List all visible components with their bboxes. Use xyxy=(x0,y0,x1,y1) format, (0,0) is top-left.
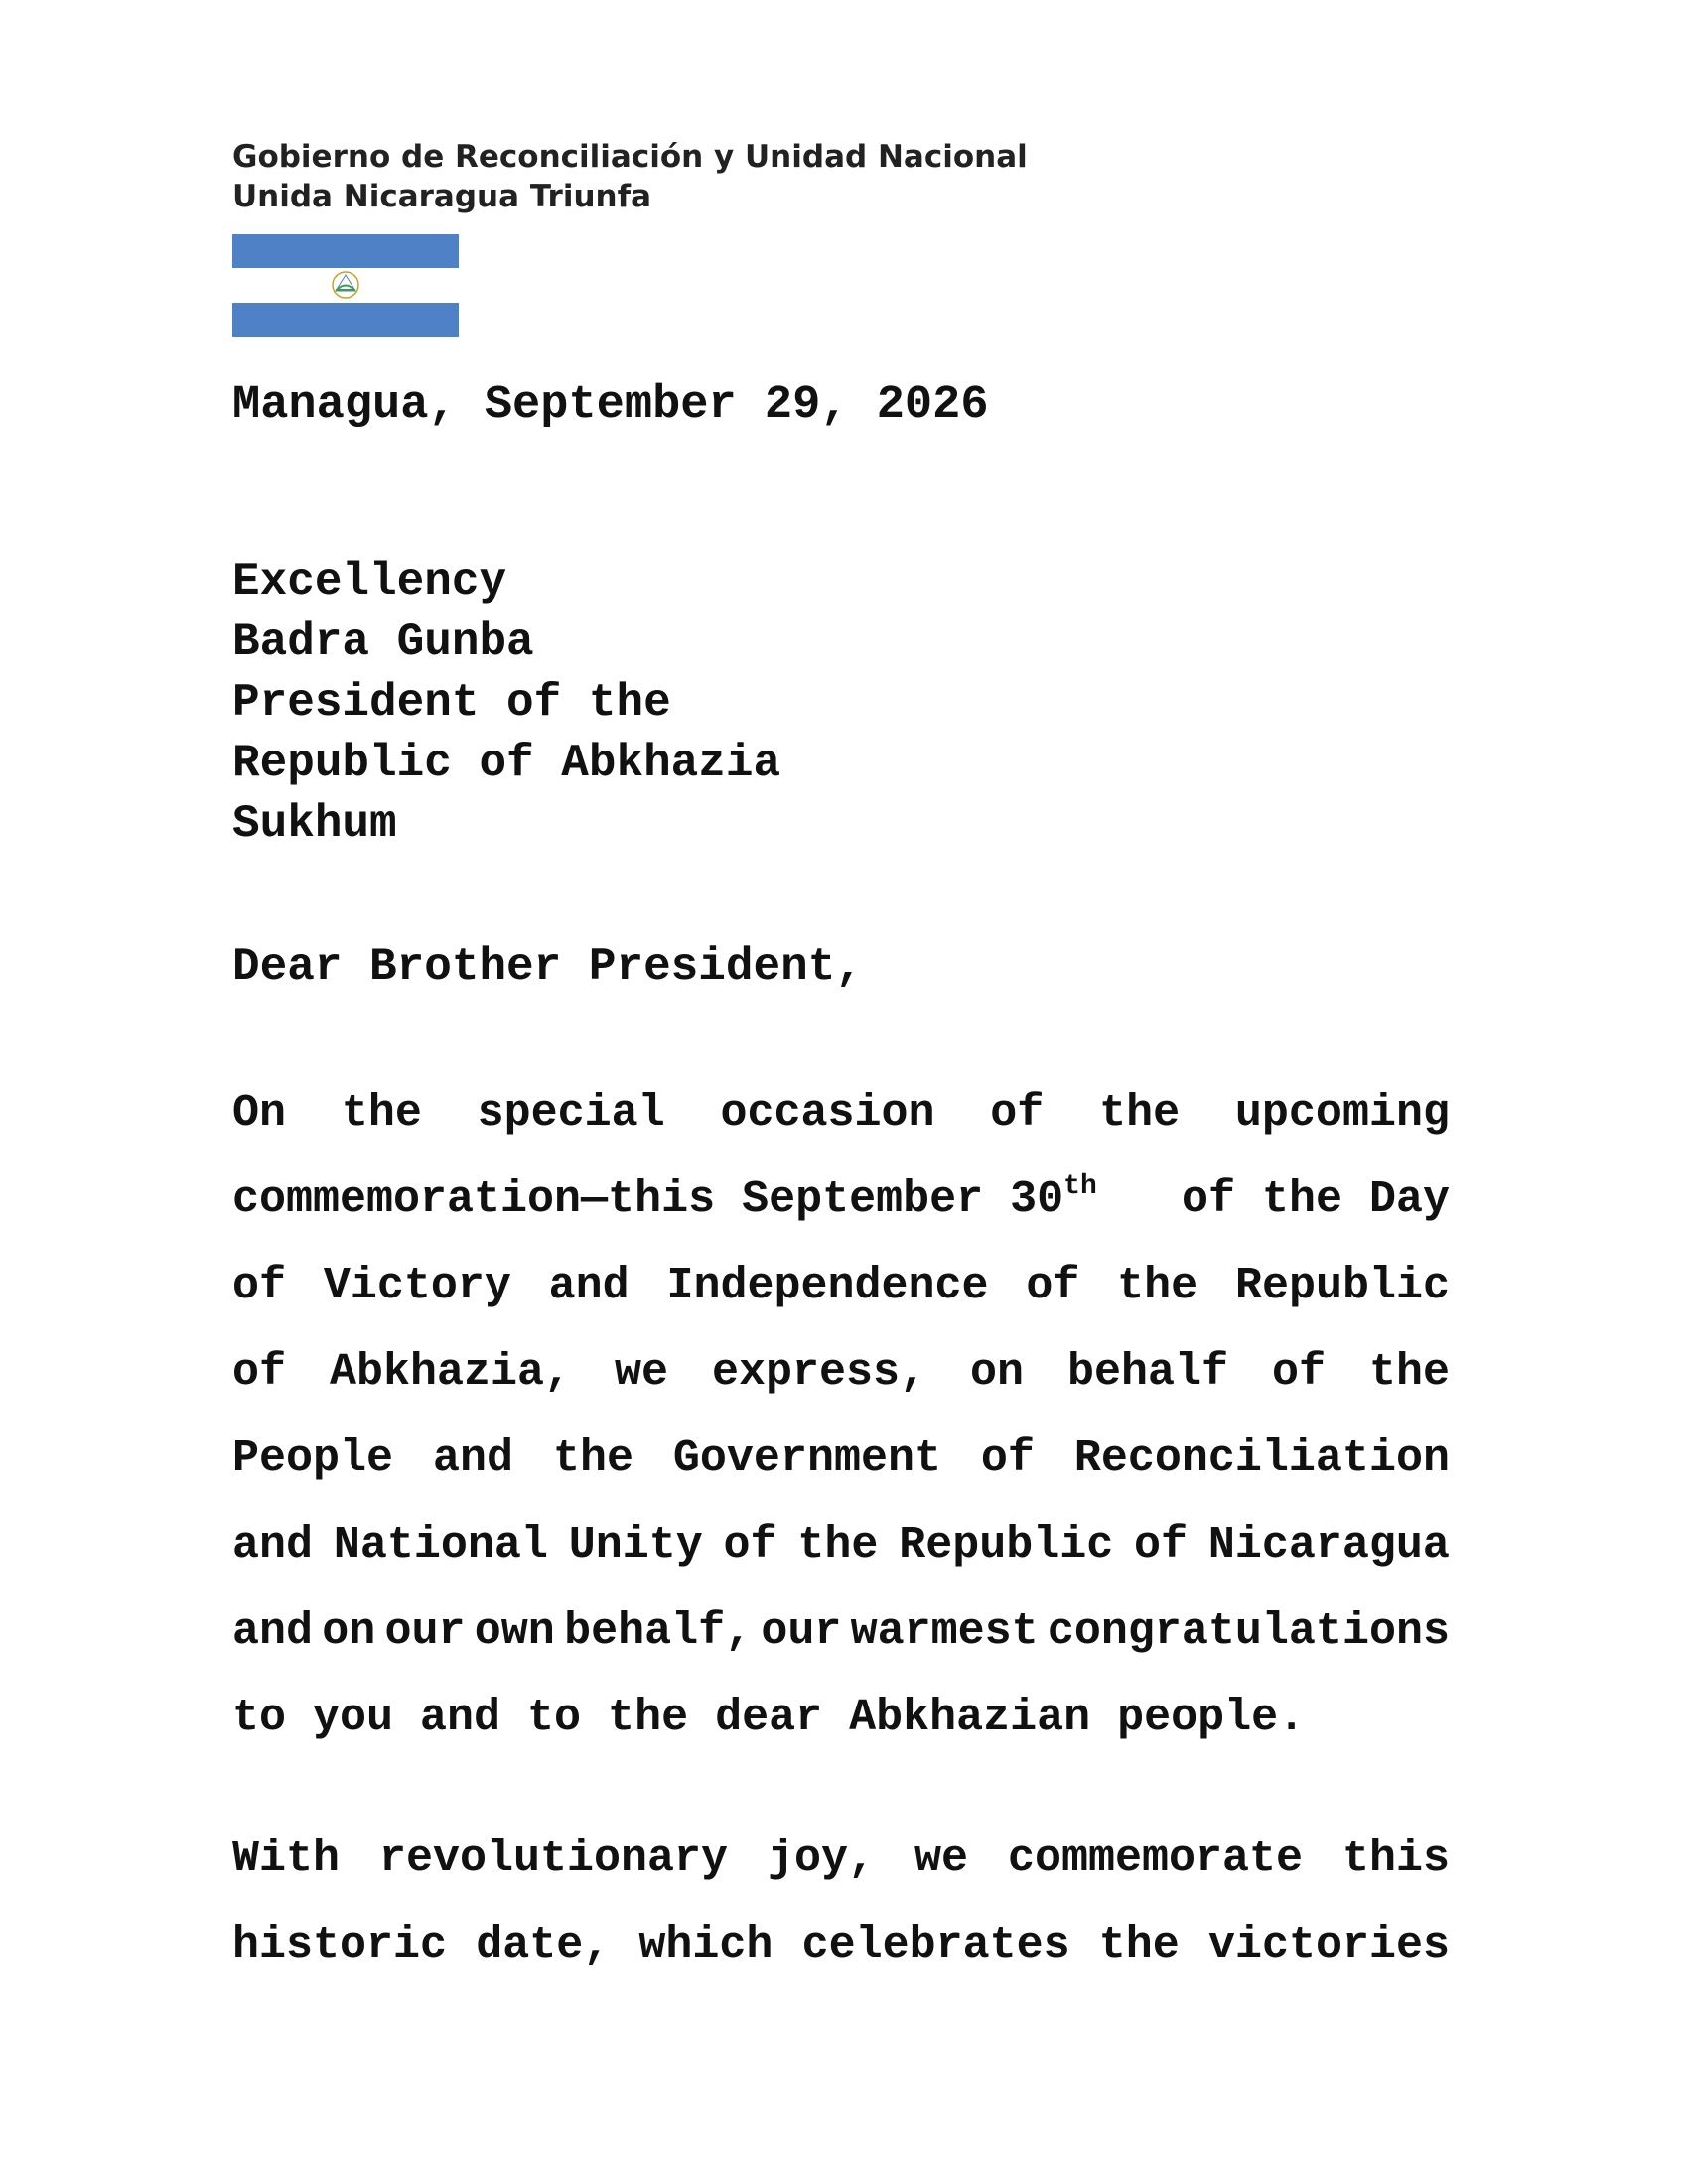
word: we xyxy=(615,1347,669,1398)
word: of xyxy=(980,1433,1035,1484)
salutation: Dear Brother President, xyxy=(232,941,863,993)
word: and xyxy=(232,1606,314,1657)
word: of xyxy=(990,1088,1045,1139)
word: People xyxy=(232,1433,394,1484)
word: Nicaragua xyxy=(1207,1520,1450,1570)
recipient-title: President of the xyxy=(232,677,671,729)
letter-date: Managua, September 29, 2026 xyxy=(232,379,989,432)
word: date, xyxy=(476,1920,611,1971)
word: the xyxy=(1117,1261,1198,1311)
word: behalf, xyxy=(564,1606,753,1657)
recipient-country: Republic of Abkhazia xyxy=(232,738,781,789)
word: Victory xyxy=(323,1261,511,1311)
word: on xyxy=(322,1606,376,1657)
word: the xyxy=(341,1088,422,1139)
paragraph-line xyxy=(232,1243,1450,1329)
word: Abkhazia, xyxy=(329,1347,572,1398)
word: of xyxy=(1271,1347,1326,1398)
word: the xyxy=(1098,1920,1180,1971)
word: which xyxy=(638,1920,774,1971)
word: express, xyxy=(711,1347,927,1398)
word: behalf xyxy=(1066,1347,1229,1398)
recipient-address xyxy=(232,552,780,855)
recipient-honorific: Excellency xyxy=(232,556,507,608)
word: we xyxy=(914,1834,968,1884)
paragraph-line xyxy=(232,1157,1450,1243)
word: upcoming xyxy=(1234,1088,1450,1139)
word: congratulations xyxy=(1047,1606,1450,1657)
word: commemorate xyxy=(1007,1834,1304,1884)
word: occasion xyxy=(720,1088,935,1139)
paragraph-line: to you and to the dear Abkhazian people. xyxy=(232,1693,1306,1743)
word: of xyxy=(723,1520,777,1570)
word: historic xyxy=(232,1920,448,1971)
letterhead xyxy=(232,137,1028,216)
paragraph-line xyxy=(232,1416,1450,1502)
word: and xyxy=(232,1520,314,1570)
paragraph-line xyxy=(232,1816,1450,1902)
paragraph-line-fragment: of the Day xyxy=(1181,1174,1450,1225)
paragraph-congratulations xyxy=(232,1070,1450,1761)
word: special xyxy=(477,1088,665,1139)
word: our xyxy=(761,1606,842,1657)
word: Unity xyxy=(568,1520,703,1570)
word: With xyxy=(232,1834,341,1884)
word: revolutionary xyxy=(378,1834,729,1884)
word: of xyxy=(232,1261,287,1311)
paragraph-line xyxy=(232,1902,1450,1988)
word: our xyxy=(384,1606,466,1657)
word: and xyxy=(548,1261,630,1311)
paragraph-line xyxy=(232,1329,1450,1416)
word: on xyxy=(970,1347,1025,1398)
word: the xyxy=(1368,1347,1450,1398)
word: the xyxy=(797,1520,879,1570)
paragraph-line xyxy=(232,1588,1450,1675)
word: Independence xyxy=(666,1261,989,1311)
paragraph-commemoration xyxy=(232,1816,1450,1988)
letterhead-government-name: Gobierno de Reconciliación y Unidad Nacional xyxy=(232,139,1028,175)
word: Republic xyxy=(899,1520,1114,1570)
word: this xyxy=(1341,1834,1450,1884)
word: Reconciliation xyxy=(1073,1433,1450,1484)
letterhead-slogan: Unida Nicaragua Triunfa xyxy=(232,179,652,214)
paragraph-line-fragment: commemoration—this September 30th xyxy=(232,1171,1097,1225)
word: the xyxy=(1099,1088,1181,1139)
word: Government xyxy=(672,1433,941,1484)
word: On xyxy=(232,1088,287,1139)
word: celebrates xyxy=(801,1920,1070,1971)
word: and xyxy=(432,1433,513,1484)
word: National xyxy=(333,1520,548,1570)
word: the xyxy=(552,1433,633,1484)
word: of xyxy=(1134,1520,1189,1570)
word: of xyxy=(232,1347,287,1398)
nicaragua-flag-icon xyxy=(232,234,459,337)
paragraph-line xyxy=(232,1502,1450,1588)
recipient-name: Badra Gunba xyxy=(232,616,534,668)
word: victories xyxy=(1207,1920,1450,1971)
word: own xyxy=(474,1606,555,1657)
word: joy, xyxy=(768,1834,876,1884)
recipient-city: Sukhum xyxy=(232,798,397,850)
word: warmest xyxy=(850,1606,1039,1657)
word: of xyxy=(1026,1261,1080,1311)
paragraph-line xyxy=(232,1070,1450,1157)
word: Republic xyxy=(1234,1261,1450,1311)
ordinal-suffix: th xyxy=(1063,1171,1097,1202)
